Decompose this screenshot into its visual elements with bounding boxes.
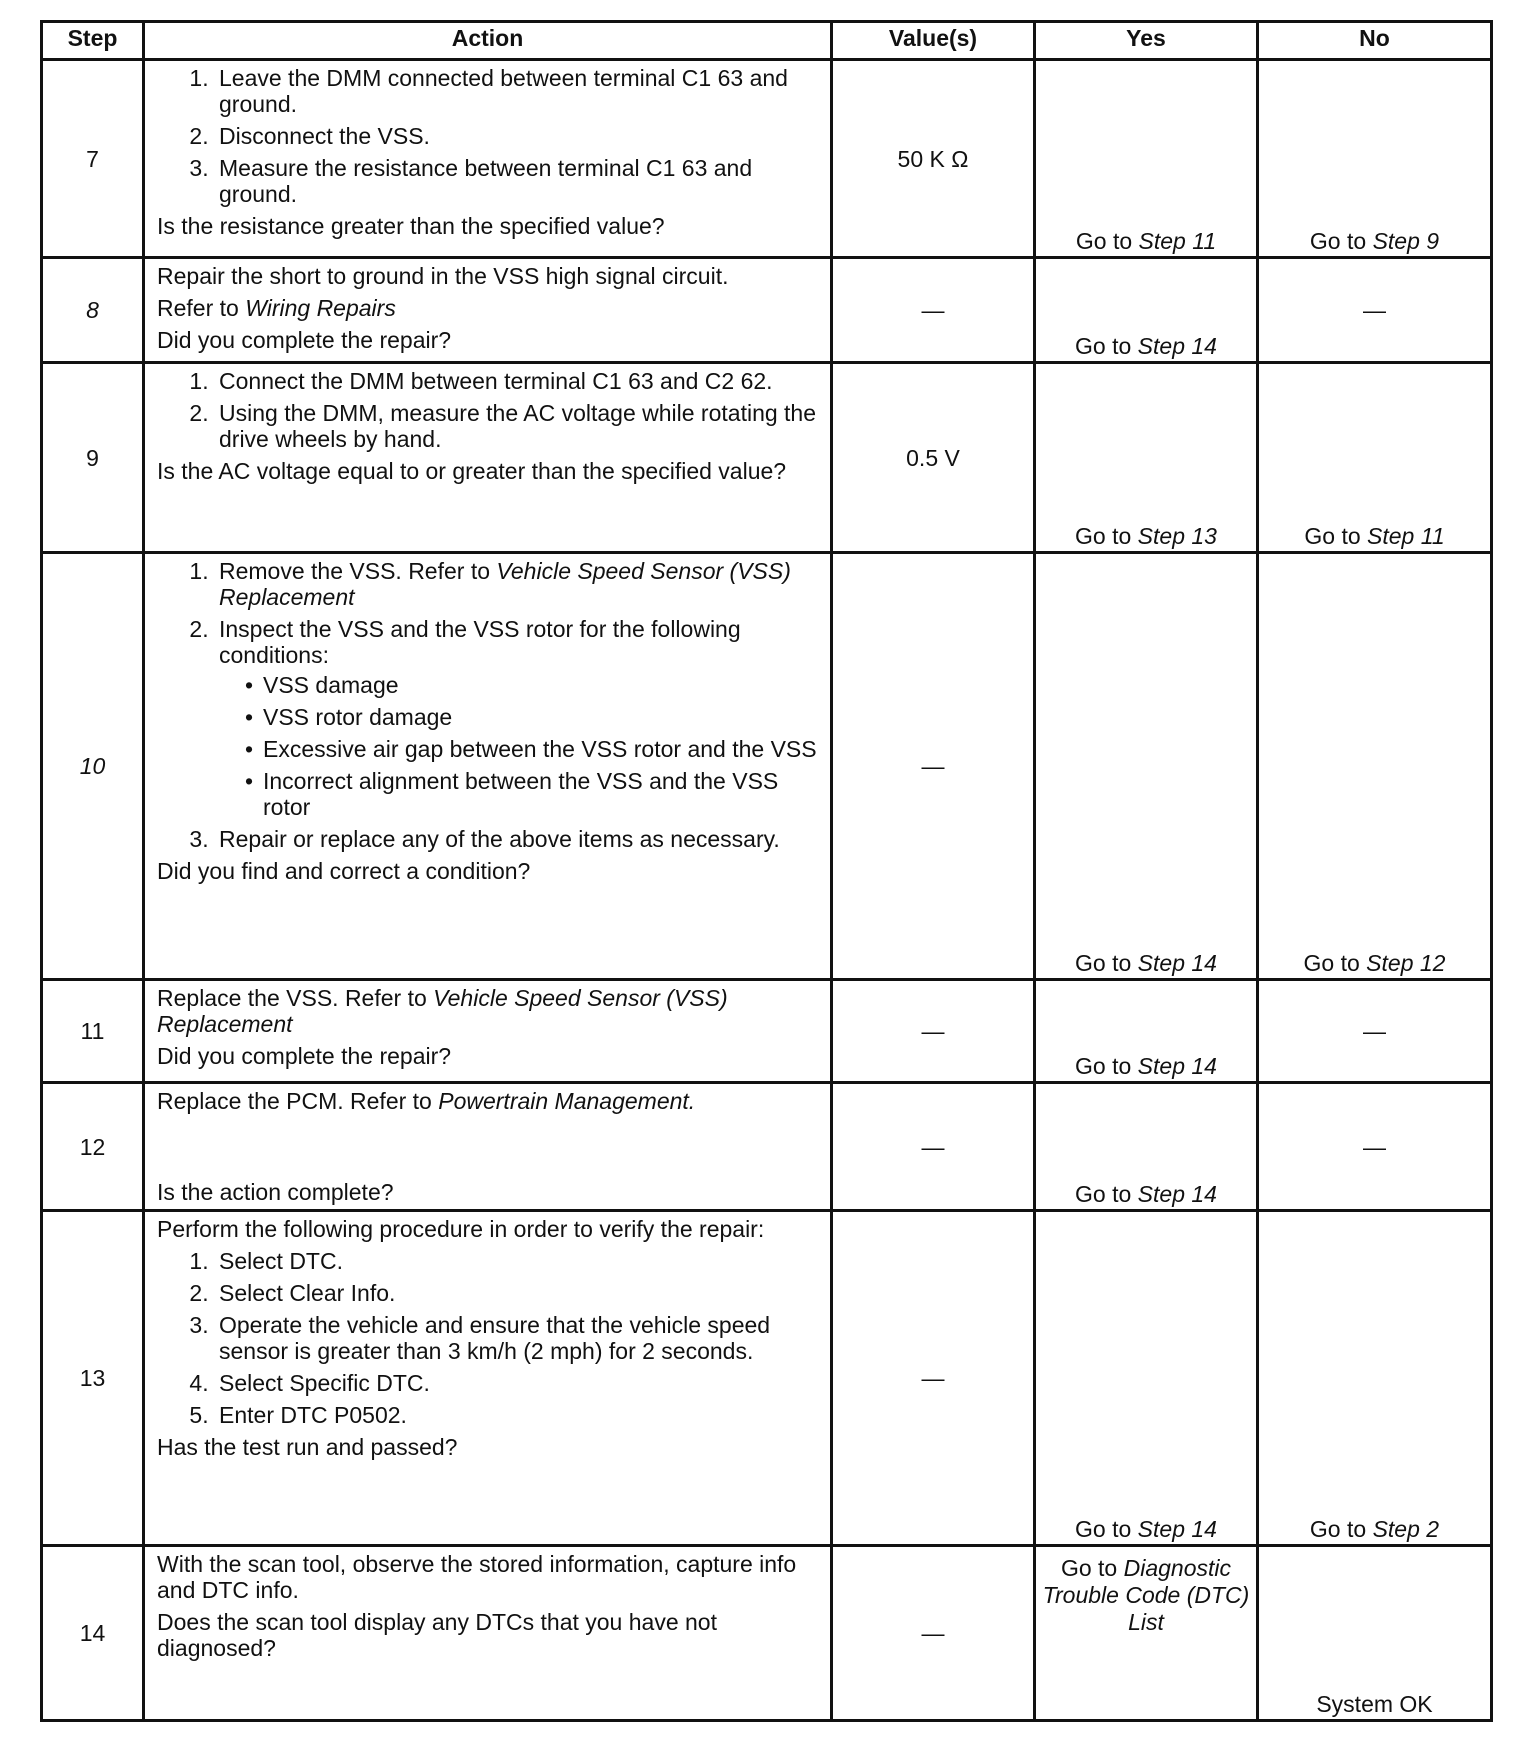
list-item: 3. Repair or replace any of the above items as necessary. xyxy=(215,826,820,852)
yes-cell xyxy=(1035,258,1258,363)
action-question: Did you find and correct a condition? xyxy=(157,858,531,884)
action-question: Does the scan tool display any DTCs that you have not diagnosed? xyxy=(157,1609,717,1661)
yes-step-link[interactable]: Step 14 xyxy=(1137,1053,1217,1079)
system-ok-label: System OK xyxy=(1316,1691,1433,1717)
list-item: 3. Measure the resistance between terminal C1 63 and ground. xyxy=(215,155,820,207)
list-item: 2. Disconnect the VSS. xyxy=(215,123,820,149)
bullet-item: • VSS rotor damage xyxy=(245,704,820,730)
item-text: Replace the PCM. Refer to xyxy=(157,1088,432,1114)
no-step-link[interactable]: Step 12 xyxy=(1366,950,1446,976)
action-question: Is the resistance greater than the specified value? xyxy=(157,213,665,239)
action-cell xyxy=(144,258,832,363)
yes-cell xyxy=(1035,553,1258,980)
step-number: 14 xyxy=(42,1546,144,1721)
step-number: 11 xyxy=(42,980,144,1083)
table-row-step-11 xyxy=(42,980,1492,1083)
table-row-step-14 xyxy=(42,1546,1492,1721)
yes-cell xyxy=(1035,1546,1258,1721)
action-cell xyxy=(144,553,832,980)
go-to-label: Go to xyxy=(1060,1555,1118,1581)
go-to-label: Go to xyxy=(1309,1516,1367,1542)
refer-link[interactable]: Vehicle Speed Sensor (VSS) Replacement xyxy=(157,985,728,1037)
no-step-link[interactable]: Step 2 xyxy=(1372,1516,1440,1542)
list-item: 2. Using the DMM, measure the AC voltage while rotating the drive wheels by hand. xyxy=(215,400,820,452)
yes-cell xyxy=(1035,1211,1258,1546)
value-cell: — xyxy=(832,980,1035,1083)
no-cell xyxy=(1258,60,1492,258)
action-cell xyxy=(144,980,832,1083)
yes-link-block xyxy=(1036,1547,1256,1636)
step-number: 12 xyxy=(42,1083,144,1211)
refer-link[interactable]: Vehicle Speed Sensor (VSS) Replacement xyxy=(219,558,791,610)
table-row-step-10 xyxy=(42,553,1492,980)
go-to-label: Go to xyxy=(1075,950,1132,976)
action-question: Did you complete the repair? xyxy=(157,327,452,353)
yes-cell xyxy=(1035,980,1258,1083)
value-cell: 50 K Ω xyxy=(832,60,1035,258)
refer-label: Refer to xyxy=(157,295,239,321)
table-row-step-8 xyxy=(42,258,1492,363)
step-number: 8 xyxy=(42,258,144,363)
list-item xyxy=(215,616,820,820)
go-to-label: Go to xyxy=(1075,1053,1132,1079)
value-cell: — xyxy=(832,258,1035,363)
item-text: Replace the VSS. Refer to xyxy=(157,985,427,1011)
value-cell: 0.5 V xyxy=(832,363,1035,553)
go-to-label: Go to xyxy=(1075,1516,1132,1542)
yes-cell xyxy=(1035,1083,1258,1211)
go-to-label: Go to xyxy=(1304,523,1361,549)
list-item: 1. Leave the DMM connected between terminal C1 63 and ground. xyxy=(215,65,820,117)
no-cell: — xyxy=(1258,258,1492,363)
action-text xyxy=(157,985,820,1037)
step-number: 13 xyxy=(42,1211,144,1546)
list-item: 3. Operate the vehicle and ensure that the vehicle speed sensor is greater than 3 km/h (2 mph) for 2 seconds. xyxy=(215,1312,820,1364)
table-row-step-7 xyxy=(42,60,1492,258)
go-to-label: Go to xyxy=(1303,950,1360,976)
header-yes: Yes xyxy=(1035,22,1258,60)
action-list xyxy=(157,368,820,452)
refer-link[interactable]: Wiring Repairs xyxy=(245,295,396,321)
item-text: Inspect the VSS and the VSS rotor for the following conditions: xyxy=(219,616,741,668)
header-action: Action xyxy=(144,22,832,60)
action-question: Is the action complete? xyxy=(157,1179,394,1205)
step-number: 9 xyxy=(42,363,144,553)
value-cell: — xyxy=(832,1211,1035,1546)
bullet-item: • VSS damage xyxy=(245,672,820,698)
bullet-item: • Incorrect alignment between the VSS and the VSS rotor xyxy=(245,768,820,820)
condition-list xyxy=(219,672,820,820)
action-cell xyxy=(144,1083,832,1211)
value-cell: — xyxy=(832,1546,1035,1721)
yes-step-link[interactable]: Step 14 xyxy=(1137,1516,1217,1542)
value-cell: — xyxy=(832,553,1035,980)
action-cell xyxy=(144,363,832,553)
yes-step-link[interactable]: Step 14 xyxy=(1137,1181,1217,1207)
no-step-link[interactable]: Step 11 xyxy=(1367,523,1445,549)
step-number: 10 xyxy=(42,553,144,980)
action-text: With the scan tool, observe the stored information, capture info and DTC info. xyxy=(157,1551,797,1603)
item-text: Remove the VSS. Refer to xyxy=(219,558,491,584)
action-intro: Perform the following procedure in order to verify the repair: xyxy=(157,1216,765,1242)
header-values: Value(s) xyxy=(832,22,1035,60)
go-to-label: Go to xyxy=(1309,228,1367,254)
header-step: Step xyxy=(42,22,144,60)
refer-link[interactable]: Powertrain Management. xyxy=(438,1088,696,1114)
yes-cell xyxy=(1035,60,1258,258)
header-no: No xyxy=(1258,22,1492,60)
action-refer xyxy=(157,295,820,321)
action-cell xyxy=(144,1546,832,1721)
diagnostic-table xyxy=(40,20,1493,1722)
no-step-link[interactable]: Step 9 xyxy=(1372,228,1440,254)
value-cell: — xyxy=(832,1083,1035,1211)
list-item xyxy=(215,558,820,610)
action-question: Has the test run and passed? xyxy=(157,1434,458,1460)
action-list xyxy=(157,1248,820,1428)
no-cell xyxy=(1258,1211,1492,1546)
no-cell: — xyxy=(1258,980,1492,1083)
no-cell xyxy=(1258,1546,1492,1721)
table-row-step-12 xyxy=(42,1083,1492,1211)
action-text xyxy=(157,1088,820,1114)
list-item: 2. Select Clear Info. xyxy=(215,1280,820,1306)
list-item: 5. Enter DTC P0502. xyxy=(215,1402,820,1428)
header-row xyxy=(42,22,1492,60)
go-to-label: Go to xyxy=(1075,228,1133,254)
yes-step-link[interactable]: Step 11 xyxy=(1138,228,1217,254)
list-item: 4. Select Specific DTC. xyxy=(215,1370,820,1396)
bullet-item: • Excessive air gap between the VSS rotor and the VSS xyxy=(245,736,820,762)
action-list xyxy=(157,558,820,852)
table-row-step-13 xyxy=(42,1211,1492,1546)
action-cell xyxy=(144,60,832,258)
table-row-step-9 xyxy=(42,363,1492,553)
yes-cell xyxy=(1035,363,1258,553)
yes-step-link[interactable]: Step 13 xyxy=(1137,523,1217,549)
go-to-label: Go to xyxy=(1075,523,1132,549)
action-cell xyxy=(144,1211,832,1546)
no-cell xyxy=(1258,363,1492,553)
action-text: Repair the short to ground in the VSS high signal circuit. xyxy=(157,263,729,289)
go-to-label: Go to xyxy=(1075,333,1132,359)
dtc-list-link[interactable]: Diagnostic Trouble Code (DTC) List xyxy=(1042,1555,1250,1635)
list-item: 1. Select DTC. xyxy=(215,1248,820,1274)
step-number: 7 xyxy=(42,60,144,258)
action-question: Is the AC voltage equal to or greater than the specified value? xyxy=(157,458,787,484)
go-to-label: Go to xyxy=(1075,1181,1132,1207)
action-question: Did you complete the repair? xyxy=(157,1043,452,1069)
no-cell xyxy=(1258,553,1492,980)
yes-step-link[interactable]: Step 14 xyxy=(1137,950,1217,976)
action-list xyxy=(157,65,820,207)
yes-step-link[interactable]: Step 14 xyxy=(1137,333,1217,359)
list-item: 1. Connect the DMM between terminal C1 63 and C2 62. xyxy=(215,368,820,394)
no-cell: — xyxy=(1258,1083,1492,1211)
